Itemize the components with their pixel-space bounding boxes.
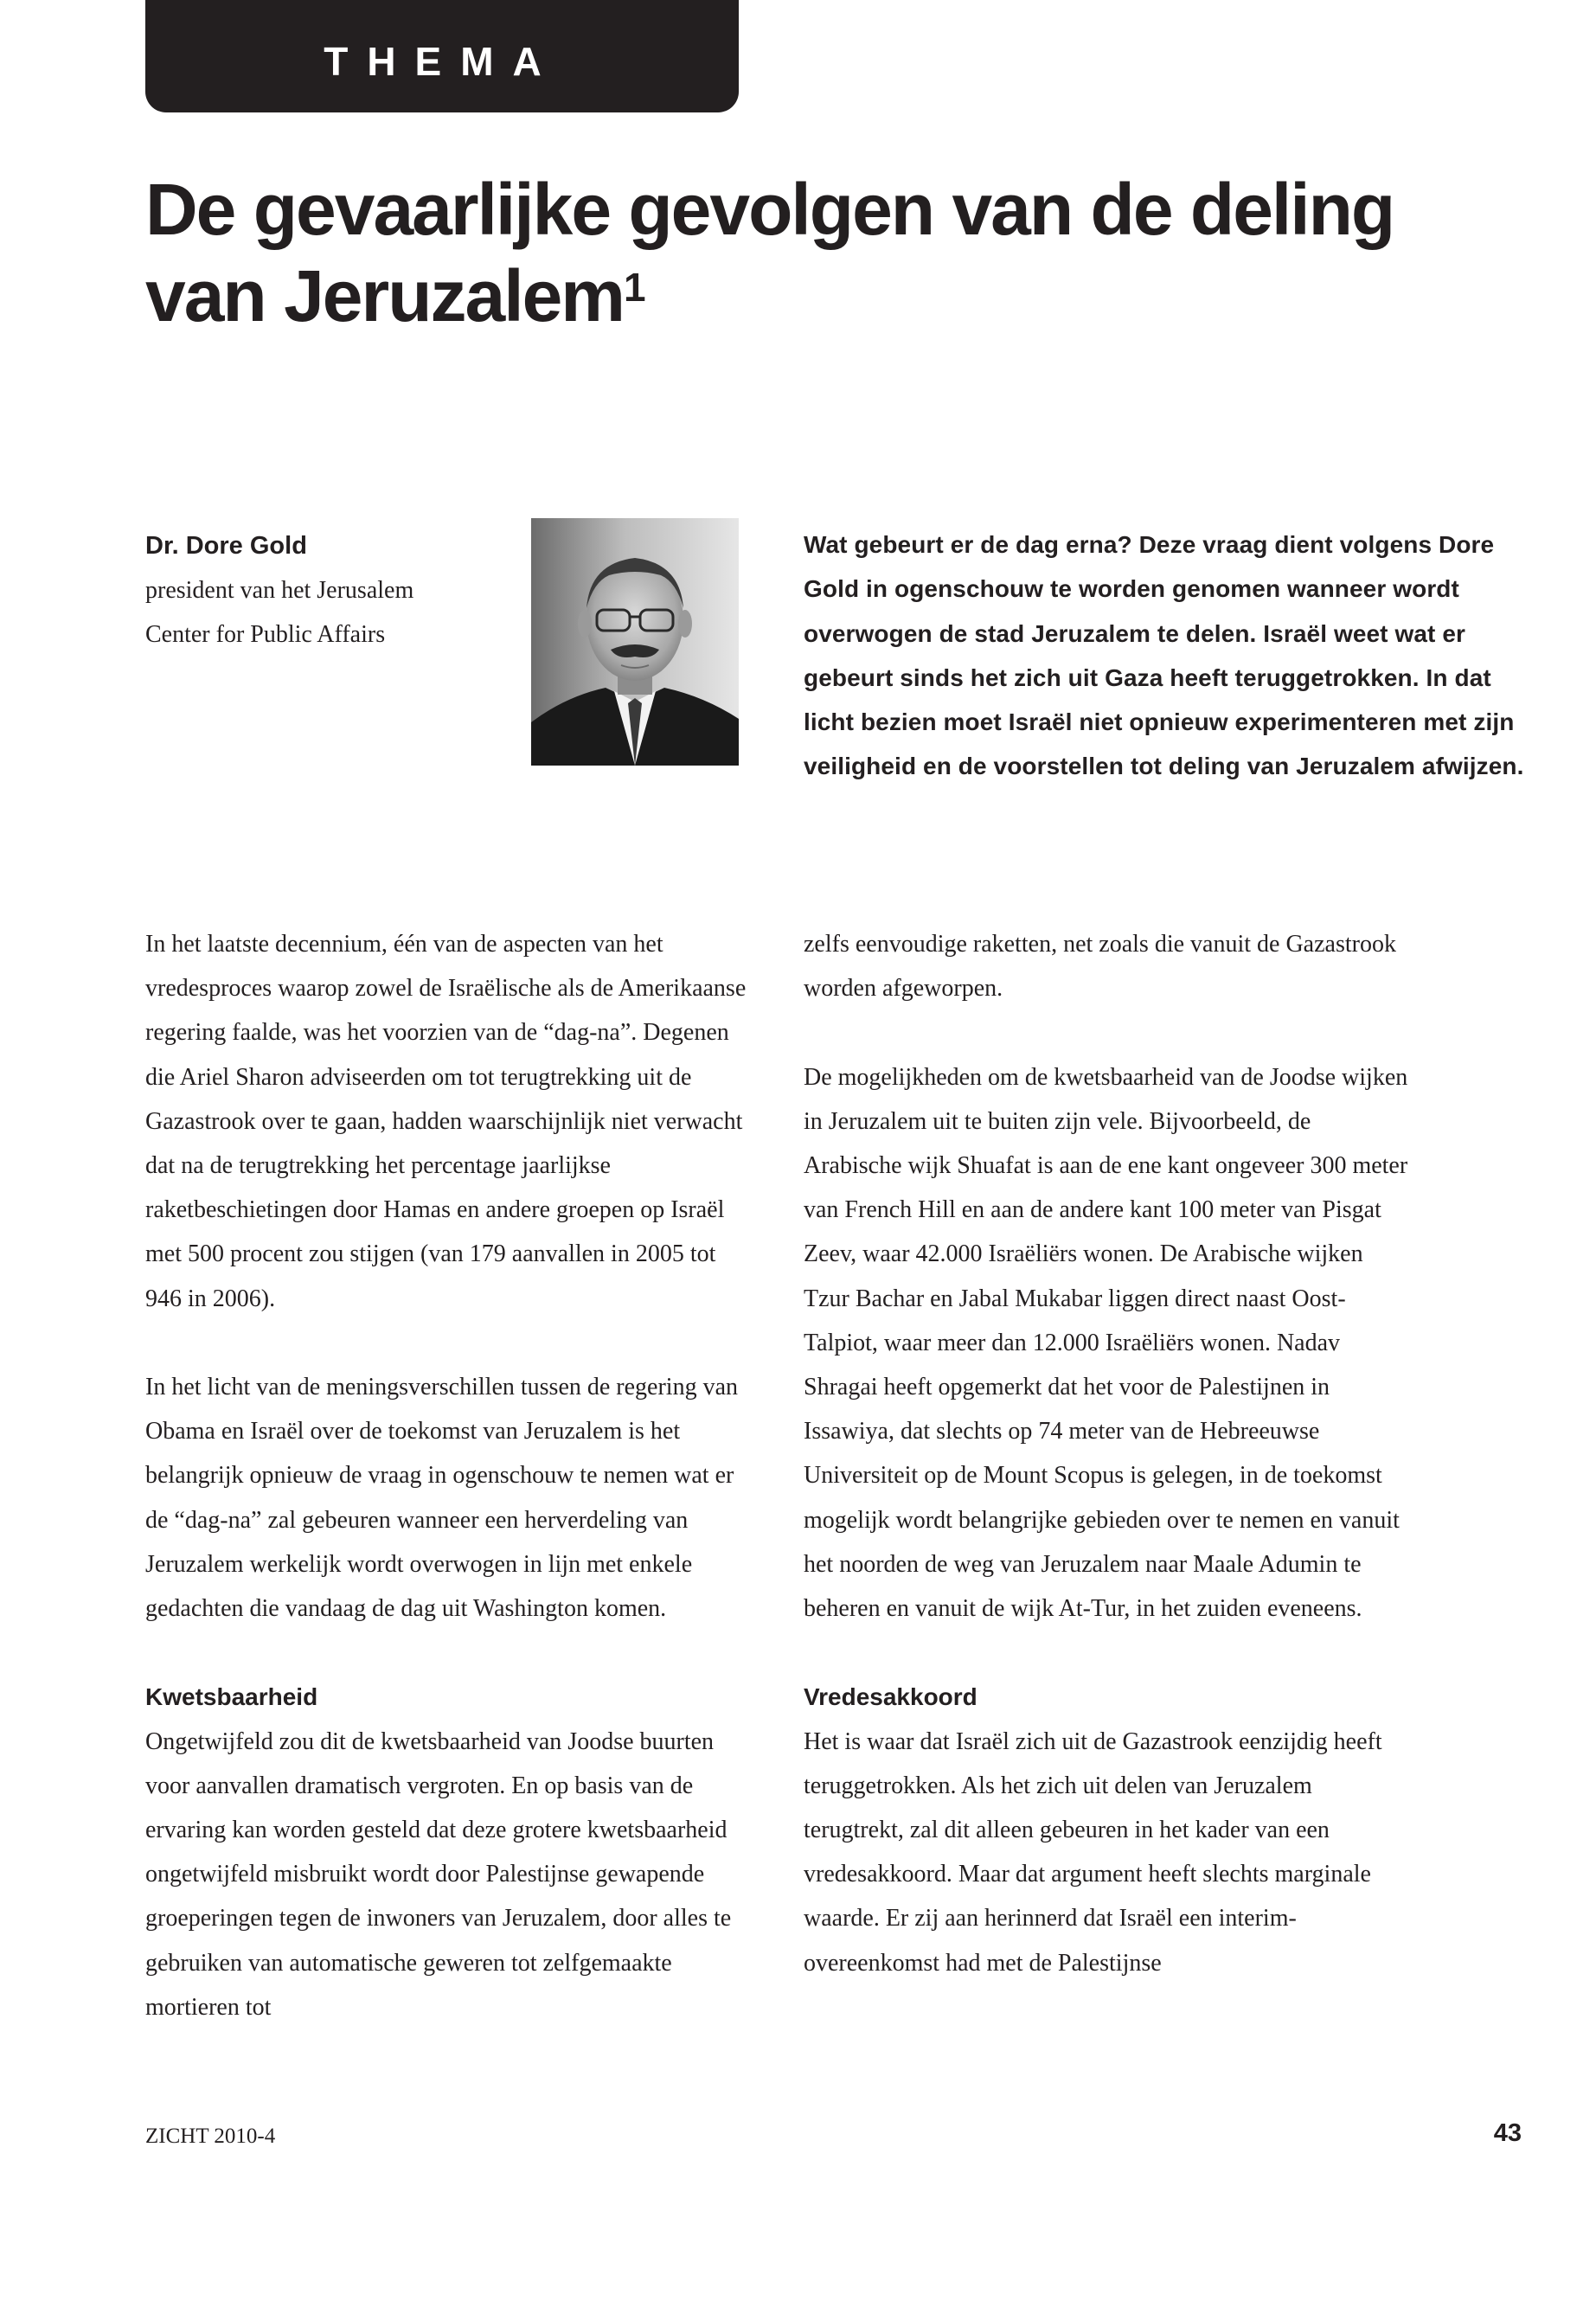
author-role-line1: president van het Jerusalem bbox=[145, 577, 414, 604]
body-column-left bbox=[145, 922, 751, 2029]
author-block bbox=[145, 524, 509, 657]
body-paragraph: In het licht van de meningsverschillen tussen de regering van Obama en Israël over de toekomst van Jeruzalem is het belangrijk opnieuw de vraag in ogenschouw te nemen wat er de “dag-na” zal gebeuren wanneer een herverdeling van Jeruzalem werkelijk wordt overwogen in lijn met enkele gedachten die vandaag de dag uit Washington komen. bbox=[145, 1374, 739, 1623]
article-title bbox=[145, 166, 1512, 339]
section-label: THEMA bbox=[324, 39, 561, 84]
author-name: Dr. Dore Gold bbox=[145, 532, 307, 560]
title-footnote-marker: 1 bbox=[623, 265, 646, 310]
section-heading: Vredesakkoord bbox=[804, 1683, 977, 1711]
footer-journal-issue: ZICHT 2010-4 bbox=[145, 2125, 276, 2148]
body-paragraph: In het laatste decennium, één van de aspecten van het vredesproces waarop zowel de Israëlische als de Amerikaanse regering faalde, was het voorzien van de “dag-na”. Degenen die Ariel Sharon adviseerden om tot terugtrekking uit de Gazastrook over te gaan, hadden waarschijnlijk niet verwacht dat na de terugtrekking het percentage jaarlijkse raketbeschietingen door Hamas en andere groepen op Israël met 500 procent zou stijgen (van 179 aanvallen in 2005 tot 946 in 2006). bbox=[145, 931, 747, 1312]
article-intro: Wat gebeurt er de dag erna? Deze vraag dient volgens Dore Gold in ogenschouw te worden genomen wanneer wordt overwogen de stad Jeruzalem te delen. Israël weet wat er gebeurt sinds het zich uit Gaza heeft teruggetrokken. In dat licht bezien moet Israël niet opnieuw experimenteren met zijn veiligheid en de voorstellen tot deling van Jeruzalem afwijzen. bbox=[804, 531, 1524, 780]
body-paragraph: Ongetwijfeld zou dit de kwetsbaarheid van Joodse buurten voor aanvallen dramatisch vergroten. En op basis van de ervaring kan worden gesteld dat deze grotere kwetsbaarheid ongetwijfeld misbruikt wordt door Palestijnse gewapende groeperingen tegen de inwoners van Jeruzalem, door alles te gebruiken van automatische geweren tot zelfgemaakte mortieren tot bbox=[145, 1727, 732, 2021]
author-role-line2: Center for Public Affairs bbox=[145, 621, 386, 648]
footer-page-number: 43 bbox=[1493, 2119, 1522, 2147]
body-paragraph: zelfs eenvoudige raketten, net zoals die vanuit de Gazastrook worden afgeworpen. bbox=[804, 931, 1396, 1003]
body-paragraph: De mogelijkheden om de kwetsbaarheid van de Joodse wijken in Jeruzalem uit te buiten zijn vele. Bijvoorbeeld, de Arabische wijk Shuafat is aan de ene kant ongeveer 300 meter van French Hill en aan de andere kant 100 meter van Pisgat Zeev, waar 42.000 Israëliërs wonen. De Arabische wijken Tzur Bachar en Jabal Mukabar liggen direct naast Oost-Talpiot, waar meer dan 12.000 Israëliërs wonen. Nadav Shragai heeft opgemerkt dat het voor de Palestijnen in Issawiya, dat slechts op 74 meter van de Hebreeuwse Universiteit op de Mount Scopus is gelegen, in de toekomst mogelijk wordt belangrijke gebieden over te nemen en vanuit het noorden de weg van Jeruzalem naar Maale Adumin te beheren en vanuit de wijk At-Tur, in het zuiden eveneens. bbox=[804, 1063, 1408, 1623]
section-heading: Kwetsbaarheid bbox=[145, 1683, 318, 1711]
author-portrait bbox=[531, 518, 739, 766]
body-paragraph: Het is waar dat Israël zich uit de Gazastrook eenzijdig heeft teruggetrokken. Als het zich uit delen van Jeruzalem terugtrekt, zal dit alleen gebeuren in het kader van een vredesakkoord. Maar dat argument heeft slechts marginale waarde. Er zij aan herinnerd dat Israël een interim-overeenkomst had met de Palestijnse bbox=[804, 1727, 1382, 1977]
body-column-right bbox=[804, 922, 1409, 1985]
article-title-text: De gevaarlijke gevolgen van de deling van Jeruzalem bbox=[145, 169, 1394, 336]
author-portrait-image bbox=[531, 518, 739, 766]
section-tab bbox=[145, 0, 739, 112]
